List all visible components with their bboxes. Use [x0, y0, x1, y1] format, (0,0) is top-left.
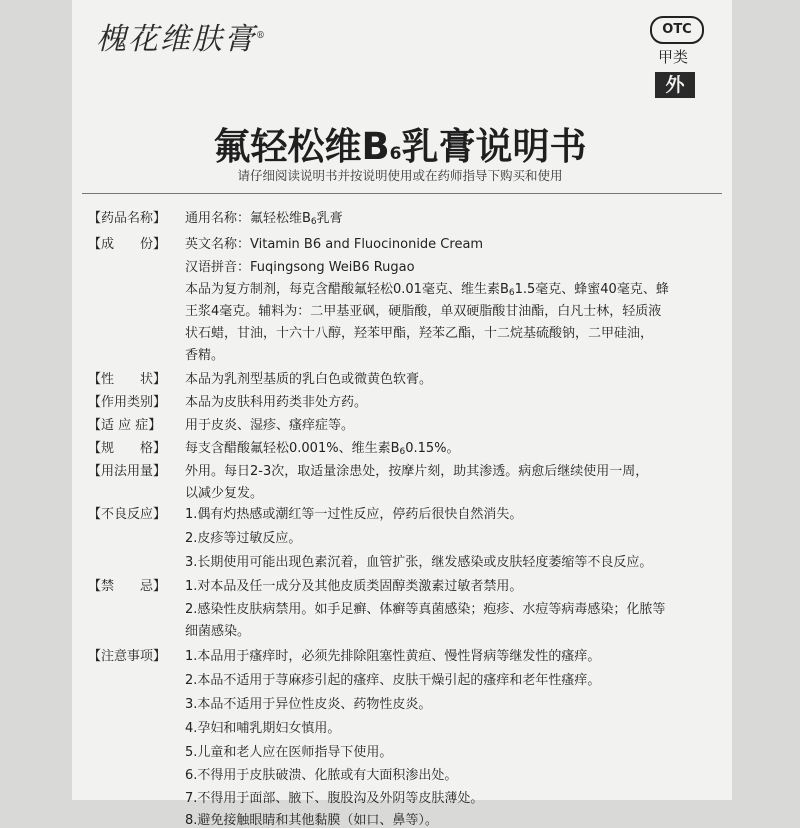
- contra-line-2: 2.感染性皮肤病禁用。如手足癣、体癣等真菌感染；疱疹、水痘等病毒感染；化脓等: [185, 602, 666, 617]
- section-label-composition: 【成 份】: [88, 237, 167, 252]
- cat-line: 本品为皮肤科用药类非处方药。: [185, 395, 368, 410]
- section-label-properties: 【性 状】: [88, 372, 167, 387]
- external-use-badge: 外: [655, 72, 695, 98]
- comp-line-4: 王浆4毫克。辅料为：二甲基亚砜，硬脂酸，单双硬脂酸甘油酯，白凡士林，轻质液: [185, 304, 662, 319]
- caution-line-2: 2.本品不适用于荨麻疹引起的瘙痒、皮肤干燥引起的瘙痒和老年性瘙痒。: [185, 673, 601, 688]
- section-label-adverse: 【不良反应】: [88, 507, 167, 522]
- caution-line-5: 5.儿童和老人应在医师指导下使用。: [185, 745, 393, 760]
- instruction-subtitle: 请仔细阅读说明书并按说明使用或在药师指导下购买和使用: [237, 168, 563, 183]
- adverse-line-1: 1.偶有灼热感或潮红等一过性反应，停药后很快自然消失。: [185, 507, 523, 522]
- comp-line-6: 香精。: [185, 348, 225, 363]
- usage-line-2: 以减少复发。: [185, 486, 264, 501]
- divider: [82, 193, 722, 194]
- spec-line: 每支含醋酸氟轻松0.001%、维生素B60.15%。: [185, 441, 460, 457]
- section-label-category: 【作用类别】: [88, 395, 167, 410]
- document-title: 氟轻松维B6乳膏说明书: [213, 125, 587, 168]
- brand-logo: 槐花维肤膏®: [96, 22, 267, 57]
- otc-badge: OTC: [650, 16, 704, 44]
- contra-line-3: 细菌感染。: [185, 624, 251, 639]
- comp-line-5: 状石蜡，甘油，十六十八醇，羟苯甲酯，羟苯乙酯，十二烷基硫酸钠，二甲硅油，: [185, 326, 654, 341]
- ind-line: 用于皮炎、湿疹、瘙痒症等。: [185, 418, 355, 433]
- adverse-line-2: 2.皮疹等过敏反应。: [185, 531, 302, 546]
- name-line: 通用名称：氟轻松维B6乳膏: [185, 211, 343, 227]
- class-label: 甲类: [658, 48, 689, 66]
- caution-line-7: 7.不得用于面部、腋下、腹股沟及外阴等皮肤薄处。: [185, 791, 484, 806]
- comp-line-1: 英文名称：Vitamin B6 and Fluocinonide Cream: [185, 237, 484, 252]
- usage-line-1: 外用。每日2-3次，取适量涂患处，按摩片刻，助其渗透。病愈后继续使用一周，: [185, 464, 649, 479]
- prop-line: 本品为乳剂型基质的乳白色或微黄色软膏。: [185, 372, 433, 387]
- section-label-name: 【药品名称】: [88, 211, 167, 226]
- contra-line-1: 1.对本品及任一成分及其他皮质类固醇类激素过敏者禁用。: [185, 579, 523, 594]
- section-label-usage: 【用法用量】: [88, 464, 167, 479]
- caution-line-1: 1.本品用于瘙痒时，必须先排除阻塞性黄疸、慢性肾病等继发性的瘙痒。: [185, 649, 601, 664]
- caution-line-3: 3.本品不适用于异位性皮炎、药物性皮炎。: [185, 697, 432, 712]
- caution-line-8: 8.避免接触眼睛和其他黏膜（如口、鼻等）。: [185, 813, 438, 828]
- caution-line-4: 4.孕妇和哺乳期妇女慎用。: [185, 721, 341, 736]
- comp-line-3: 本品为复方制剂，每克含醋酸氟轻松0.01毫克、维生素B61.5毫克、蜂蜜40毫克、蜂: [185, 282, 669, 298]
- section-label-specification: 【规 格】: [88, 441, 167, 456]
- section-label-cautions: 【注意事项】: [88, 649, 167, 664]
- comp-line-2: 汉语拼音：Fuqingsong WeiB6 Rugao: [185, 260, 415, 275]
- section-label-indications: 【适 应 症】: [88, 418, 162, 433]
- caution-line-6: 6.不得用于皮肤破溃、化脓或有大面积渗出处。: [185, 768, 458, 783]
- adverse-line-3: 3.长期使用可能出现色素沉着，血管扩张，继发感染或皮肤轻度萎缩等不良反应。: [185, 555, 653, 570]
- section-label-contraindications: 【禁 忌】: [88, 579, 167, 594]
